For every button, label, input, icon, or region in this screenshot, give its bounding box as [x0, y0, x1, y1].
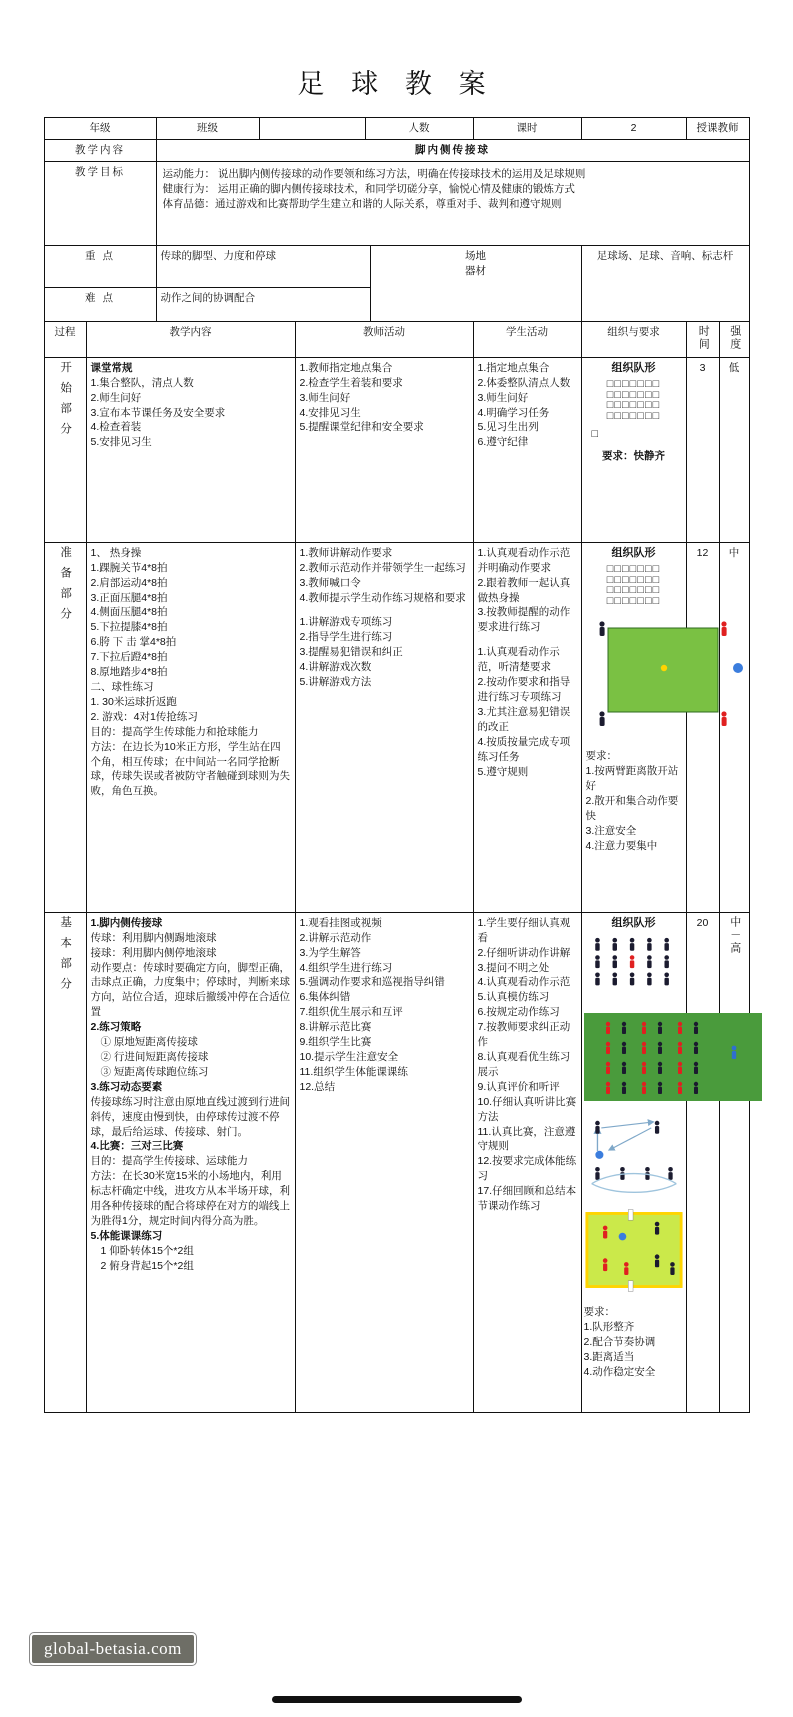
section-2-content-line-4: 3.正面压腿4*8拍	[90, 591, 168, 604]
objective-line-3: 体育品德：通过游戏和比赛帮助学生建立和谐的人际关系，尊重对手、裁判和遵守规则	[162, 197, 562, 210]
section-2-req-line-2: 1.按两臂距离散开站好	[585, 764, 679, 792]
table-row-section-main	[44, 912, 749, 1412]
formation-grid-2: □□□□□□□ □□□□□□□ □□□□□□□ □□□□□□□	[606, 563, 661, 607]
section-1-name-label: 开始部分	[59, 360, 72, 443]
section-3-student	[473, 912, 581, 1412]
section-3-content	[86, 912, 295, 1412]
period-value: 2	[581, 118, 686, 140]
section-2-content-line-11: 1. 30米运球折返跑	[90, 695, 177, 708]
section-2-req-line-1: 要求：	[585, 750, 617, 763]
section-2-req-line-3: 2.散开和集合动作要快	[585, 794, 679, 822]
section-3-name-label: 基本部分	[59, 915, 72, 998]
section-3-block-5: 2.练习策略	[90, 1021, 142, 1034]
section-3-teacher-line-11: 11.组织学生体能课课练	[299, 1065, 408, 1078]
section-1-student-line-4: 4.明确学习任务	[477, 406, 550, 419]
section-3-student-line-2: 2.仔细听讲动作讲解	[477, 946, 571, 959]
section-2-student-line-5: 2.按动作要求和指导进行练习专项练习	[477, 676, 571, 703]
triangle-pass-diagram	[584, 1105, 684, 1202]
section-1-student	[473, 357, 581, 542]
section-1-organization	[581, 357, 686, 542]
section-3-organization	[581, 912, 686, 1412]
watermark: global-betasia.com	[30, 1633, 196, 1665]
section-2-teacher-line-7: 3.提醒易犯错误和纠正	[299, 646, 403, 659]
match-field-diagram	[584, 1206, 684, 1299]
section-3-block-6: ① 原地短距离传接球	[100, 1036, 198, 1049]
teacher-label: 授课教师	[686, 118, 749, 140]
pass-drill-diagram	[584, 1013, 762, 1101]
venue-value: 足球场、足球、音响、标志杆	[581, 245, 749, 321]
section-3-block-16: 2 俯身背起15个*2组	[100, 1259, 194, 1272]
objectives-label: 教学目标	[44, 161, 156, 245]
section-2-content-line-14: 方法：在边长为10米正方形，学生站在四个角，相互传球；在中间站一名同学抢断球，传球失误或者被防守者触碰到球则为失败，角色互换。	[90, 740, 290, 798]
count-label: 人数	[365, 118, 473, 140]
section-3-block-13: 方法：在长30米宽15米的小场地内，利用标志杆确定中线，进攻方从本半场开球，利用各种传接球的配合将球停在对方的端线上为胜得1分，规定时间内得分高为胜。	[90, 1170, 290, 1227]
section-2-student-line-7: 4.按质按量完成专项练习任务	[477, 735, 571, 763]
section-3-block-14: 5.体能课课练习	[90, 1229, 163, 1242]
section-3-req-line-2: 1.队形整齐	[583, 1321, 635, 1334]
drill-diagram-4v1	[586, 610, 682, 743]
venue-label-line1: 场地	[465, 249, 486, 262]
section-3-student-line-10: 10.仔细认真听讲比赛方法	[477, 1095, 577, 1123]
col-process: 过程	[44, 321, 86, 357]
class-label: 班级	[156, 118, 259, 140]
section-2-student-line-8: 5.遵守规则	[477, 765, 529, 778]
section-3-student-line-9: 9.认真评价和听评	[477, 1080, 560, 1093]
section-3-student-line-11: 11.认真比赛，注意遵守规则	[477, 1125, 576, 1153]
section-2-student-line-3: 3.按教师提醒的动作要求进行练习	[477, 606, 571, 634]
section-3-student-line-13: 17.仔细回顾和总结本节课动作练习	[477, 1185, 577, 1213]
teacher-marker-1: □	[591, 428, 599, 441]
section-2-teacher-line-9: 5.讲解游戏方法	[299, 676, 372, 689]
section-2-intensity: 中	[719, 542, 749, 912]
section-1-name	[44, 357, 86, 542]
section-2-content-line-13: 目的：提高学生传球能力和抢球能力	[90, 725, 259, 738]
section-1-student-line-5: 5.见习生出列	[477, 421, 539, 434]
section-1-student-line-2: 2.体委整队清点人数	[477, 376, 571, 389]
section-3-student-line-12: 12.按要求完成体能练习	[477, 1155, 577, 1183]
lesson-plan-table	[44, 117, 750, 1413]
section-1-student-line-3: 3.师生问好	[477, 391, 529, 404]
section-3-block-12: 目的：提高学生传接球、运球能力	[90, 1155, 248, 1168]
section-3-teacher-line-2: 2.讲解示范动作	[299, 931, 372, 944]
section-2-content-line-9: 8.原地踏步4*8拍	[90, 666, 168, 679]
section-3-teacher-line-3: 3.为学生解答	[299, 946, 361, 959]
keypoint-value: 传球的脚型、力度和停球	[156, 245, 370, 287]
formation-grid-1: □□□□□□□ □□□□□□□ □□□□□□□ □□□□□□□	[606, 378, 661, 422]
section-3-req-line-5: 4.动作稳定安全	[583, 1365, 656, 1378]
section-3-teacher-line-9: 9.组织学生比赛	[299, 1036, 372, 1049]
section-2-teacher	[295, 542, 473, 912]
section-3-block-10: 传接球练习时注意由原地直线过渡到行进间斜传，速度由慢到快，由停球传过渡不停球，最后给运球、传接球、射门。	[90, 1095, 290, 1138]
section-1-teacher-line-2: 2.检查学生着装和要求	[299, 376, 403, 389]
col-organization: 组织与要求	[581, 321, 686, 357]
section-2-content-line-1: 1、 热身操	[90, 546, 142, 559]
content-label: 教学内容	[44, 139, 156, 161]
section-3-student-line-4: 4.认真观看动作示范	[477, 976, 571, 989]
section-2-content-line-8: 7.下拉后蹬4*8拍	[90, 651, 168, 664]
section-3-block-2: 传球：利用脚内侧踢地滚球	[90, 931, 217, 944]
section-2-content-line-3: 2.肩部运动4*8拍	[90, 576, 168, 589]
section-2-student-line-6: 3.尤其注意易犯错误的改正	[477, 705, 571, 733]
section-3-block-8: ③ 短距离传球跑位练习	[100, 1065, 209, 1078]
section-2-content-line-7: 6.胯 下 击 掌4*8拍	[90, 636, 177, 649]
table-row-section-start	[44, 357, 749, 542]
section-1-teacher-line-5: 5.提醒课堂纪律和安全要求	[299, 421, 424, 434]
class-value	[259, 118, 365, 140]
difficulty-label: 难 点	[44, 287, 156, 321]
section-3-teacher-line-7: 7.组织优生展示和互评	[299, 1006, 403, 1019]
page-title: 足 球 教 案	[297, 69, 496, 99]
section-2-content-line-12: 2. 游戏：4对1传抢练习	[90, 710, 198, 723]
section-2-organization	[581, 542, 686, 912]
section-2-teacher-line-5: 1.讲解游戏专项练习	[299, 616, 393, 629]
section-2-name-label: 准备部分	[59, 545, 72, 628]
content-value: 脚内侧传接球	[156, 139, 749, 161]
section-1-teacher-line-1: 1.教师指定地点集合	[299, 361, 393, 374]
section-3-student-line-3: 3.提问不明之处	[477, 961, 550, 974]
section-2-req-line-4: 3.注意安全	[585, 824, 637, 837]
formation-players-diagram	[584, 934, 684, 1006]
section-2-org-requirement	[586, 749, 682, 853]
pass-drill-svg	[584, 1013, 762, 1101]
section-3-block-15: 1 仰卧转体15个*2组	[100, 1244, 194, 1257]
section-2-teacher-line-1: 1.教师讲解动作要求	[299, 546, 393, 559]
section-1-teacher	[295, 357, 473, 542]
section-1-content-title: 课堂常规	[90, 361, 133, 374]
section-2-time: 12	[686, 542, 719, 912]
home-indicator	[272, 1696, 522, 1703]
col-intensity-label: 强度	[728, 324, 741, 351]
col-time	[686, 321, 719, 357]
section-3-block-3: 接球：利用脚内侧停地滚球	[90, 946, 217, 959]
triangle-pass-svg	[584, 1105, 684, 1197]
section-1-intensity: 低	[719, 357, 749, 542]
col-teacher-activity: 教师活动	[295, 321, 473, 357]
section-3-block-7: ② 行进间短距离传接球	[100, 1050, 209, 1063]
section-3-teacher-line-1: 1.观看挂图或视频	[299, 916, 382, 929]
section-2-teacher-line-3: 3.教师喊口令	[299, 576, 361, 589]
section-3-org-title: 组织队形	[611, 916, 656, 929]
section-3-block-1: 1.脚内侧传接球	[90, 916, 163, 929]
section-1-content-line-3: 3.宣布本节课任务及安全要求	[90, 406, 226, 419]
section-3-time: 20	[686, 912, 719, 1412]
section-1-content-line-1: 1.集合整队，清点人数	[90, 376, 194, 389]
col-intensity	[719, 321, 749, 357]
table-row-content	[44, 139, 749, 161]
section-1-content-line-5: 5.安排见习生	[90, 436, 152, 449]
col-student-activity: 学生活动	[473, 321, 581, 357]
section-2-content-line-5: 4.侧面压腿4*8拍	[90, 606, 168, 619]
section-3-teacher-line-12: 12.总结	[299, 1080, 336, 1093]
section-1-teacher-line-4: 4.安排见习生	[299, 406, 361, 419]
grade-label: 年级	[44, 118, 156, 140]
section-3-req-line-1: 要求：	[583, 1306, 615, 1319]
section-1-content-line-2: 2.师生问好	[90, 391, 142, 404]
section-3-intensity	[719, 912, 749, 1412]
keypoint-label: 重 点	[44, 245, 156, 287]
section-3-block-4: 动作要点：传球时要确定方向，脚型正确，击球点正确，力度集中；停球时，判断来球方向，站位合适，迎球后撤缓冲停在合适位置	[90, 961, 290, 1019]
table-row-column-headers	[44, 321, 749, 357]
section-2-student-line-2: 2.跟着教师一起认真做热身操	[477, 576, 571, 604]
section-2-content-line-6: 5.下拉提膝4*8拍	[90, 621, 168, 634]
section-2-teacher-line-4: 4.教师提示学生动作练习规格和要求	[299, 591, 466, 604]
section-2-content	[86, 542, 295, 912]
section-3-teacher-line-5: 5.强调动作要求和巡视指导纠错	[299, 976, 445, 989]
section-2-content-line-10: 二、球性练习	[90, 680, 154, 693]
section-3-org-requirement	[584, 1305, 684, 1380]
section-3-req-line-3: 2.配合节奏协调	[583, 1335, 656, 1348]
section-3-teacher-line-8: 8.讲解示范比赛	[299, 1021, 372, 1034]
section-2-student-line-4: 1.认真观看动作示范，听清楚要求	[477, 646, 560, 674]
section-1-teacher-line-3: 3.师生问好	[299, 391, 351, 404]
section-1-org-title: 组织队形	[611, 361, 656, 374]
venue-label-line2: 器材	[465, 264, 486, 277]
section-1-content	[86, 357, 295, 542]
section-2-name	[44, 542, 86, 912]
period-label: 课时	[473, 118, 581, 140]
section-3-student-line-7: 7.按教师要求纠正动作	[477, 1021, 571, 1049]
table-row-section-prep	[44, 542, 749, 912]
section-3-teacher-line-6: 6.集体纠错	[299, 991, 351, 1004]
section-3-teacher-line-10: 10.提示学生注意安全	[299, 1050, 399, 1063]
section-3-block-11: 4.比赛：三对三比赛	[90, 1140, 184, 1153]
col-time-label: 时间	[697, 324, 710, 351]
section-3-name	[44, 912, 86, 1412]
section-2-content-line-2: 1.踝腕关节4*8拍	[90, 561, 168, 574]
section-3-student-line-6: 6.按规定动作练习	[477, 1006, 560, 1019]
objectives-value	[156, 161, 749, 245]
section-2-teacher-line-2: 2.教师示范动作并带领学生一起练习	[299, 561, 466, 574]
objective-line-1: 运动能力： 说出脚内侧传接球的动作要领和练习方法，明确在传接球技术的运用及足球规则	[162, 167, 586, 180]
section-2-teacher-line-6: 2.指导学生进行练习	[299, 631, 393, 644]
col-teaching-content: 教学内容	[86, 321, 295, 357]
objective-line-2: 健康行为： 运用正确的脚内侧传接球技术，和同学切磋分享，愉悦心情及健康的锻炼方式	[162, 182, 575, 195]
table-row-objectives	[44, 161, 749, 245]
table-row-keypoint	[44, 245, 749, 287]
section-1-time: 3	[686, 357, 719, 542]
section-3-student-line-1: 1.学生要仔细认真观看	[477, 916, 571, 944]
venue-label	[370, 245, 581, 321]
section-1-content-line-4: 4.检查着装	[90, 421, 142, 434]
section-2-student	[473, 542, 581, 912]
section-1-student-line-6: 6.遵守纪律	[477, 436, 529, 449]
match-field-svg	[584, 1206, 684, 1294]
table-row-header-info	[44, 118, 749, 140]
difficulty-value: 动作之间的协调配合	[156, 287, 370, 321]
section-3-teacher	[295, 912, 473, 1412]
section-3-req-line-4: 3.距离适当	[583, 1350, 635, 1363]
section-3-intensity-label: 中－高	[728, 915, 741, 955]
section-2-teacher-line-8: 4.讲解游戏次数	[299, 661, 372, 674]
section-3-student-line-8: 8.认真观看优生练习展示	[477, 1050, 571, 1078]
section-1-student-line-1: 1.指定地点集合	[477, 361, 550, 374]
section-2-student-line-1: 1.认真观看动作示范并明确动作要求	[477, 546, 571, 574]
section-3-student-line-5: 5.认真模仿练习	[477, 991, 550, 1004]
section-3-block-9: 3.练习动态要素	[90, 1080, 163, 1093]
section-3-teacher-line-4: 4.组织学生进行练习	[299, 961, 393, 974]
section-2-req-line-5: 4.注意力要集中	[585, 839, 658, 852]
section-1-org-requirement: 要求：快静齐	[602, 449, 665, 462]
drill-diagram-4v1-svg	[586, 610, 756, 738]
section-2-org-title: 组织队形	[611, 546, 656, 559]
